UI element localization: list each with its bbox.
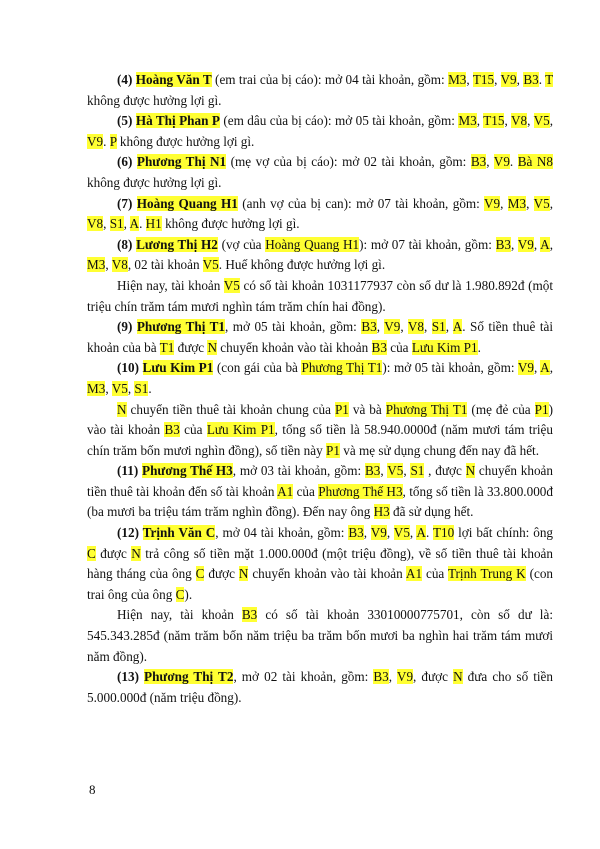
highlighted-text: H1	[145, 216, 162, 232]
highlighted-text: C	[175, 586, 185, 602]
text-run: , mở 05 tài khoản, gồm:	[225, 319, 362, 335]
highlighted-text: M3	[448, 72, 467, 87]
text-run: ,	[400, 319, 408, 335]
para-13-phuong-thi-t2	[87, 667, 553, 708]
text-run: ,	[388, 669, 397, 685]
highlighted-text: V9	[517, 236, 534, 252]
text-run: ,	[376, 319, 385, 335]
highlighted-text: V9	[396, 669, 414, 685]
highlighted-text: N	[131, 545, 141, 561]
text-run: chuyển khoản vào tài khoản	[217, 339, 372, 355]
page-number: 8	[89, 782, 96, 797]
highlighted-text: N	[238, 566, 249, 582]
text-run: (em trai của bị cáo): mở 04 tài khoản, gồm:	[211, 72, 449, 87]
highlighted-text: Trịnh Trung K	[447, 566, 526, 582]
text-run: ,	[486, 154, 494, 170]
text-run: đã sử dụng hết.	[389, 504, 474, 520]
highlighted-text: B3	[361, 319, 377, 335]
highlighted-text: V5	[533, 113, 550, 129]
text-run: , mở 03 tài khoản, gồm:	[232, 463, 365, 479]
text-run: đưa cho số tiền 5.000.000đ (năm triệu đồng).	[87, 669, 554, 705]
text-run: có số tài khoản 33010000775701, còn số dư là: 545.343.285đ (năm trăm bốn năm triệu ba trăm bốn mươi ba nghìn hai trăm tám mươi năm đồng).	[87, 607, 553, 664]
text-run: ,	[386, 525, 394, 541]
highlighted-text: P1	[334, 401, 349, 417]
text-run: (em dâu của bị cáo): mở 05 tài khoản, gồm:	[219, 113, 459, 129]
highlighted-text: Lưu Kim P1	[142, 360, 214, 376]
highlighted-text: B3	[470, 154, 487, 170]
highlighted-text: V5	[223, 277, 240, 293]
highlighted-text: Phương Thị T1	[136, 319, 226, 335]
highlighted-text: A	[452, 319, 463, 335]
highlighted-text: S1	[134, 380, 149, 396]
text-run: (mẹ đẻ của	[467, 401, 535, 417]
highlighted-text: V8	[407, 319, 425, 335]
text-run: của	[179, 422, 207, 438]
highlighted-text: V9	[370, 525, 387, 541]
text-run: không được hưởng lợi gì.	[116, 133, 255, 149]
highlighted-text: Lưu Kim P1	[411, 339, 478, 355]
bold-text: (5)	[117, 113, 136, 129]
highlighted-text: M3	[458, 113, 477, 129]
text-run: lợi bất chính: ông	[454, 525, 554, 541]
text-run: chuyển tiền thuê tài khoản chung của	[126, 401, 335, 417]
bold-text: (11)	[117, 463, 143, 479]
highlighted-text: B3	[164, 422, 180, 438]
highlighted-text: M3	[87, 380, 106, 396]
text-run: Hiện nay, tài khoản	[117, 607, 242, 623]
para-10-luu-kim-p1	[87, 358, 553, 399]
text-run: ,	[476, 113, 484, 129]
highlighted-text: B3	[495, 236, 511, 252]
para-12-trinh-van-c	[87, 523, 553, 605]
highlighted-text: A	[129, 216, 140, 232]
text-run: .	[425, 525, 433, 541]
highlighted-text: V8	[87, 216, 104, 232]
highlighted-text: V5	[202, 257, 219, 273]
highlighted-text: M3	[507, 195, 527, 211]
bold-text: (8)	[117, 236, 137, 252]
text-run: ,	[533, 236, 541, 252]
highlighted-text: Phương Thị N1	[136, 154, 227, 170]
bold-text: (9)	[117, 319, 137, 335]
highlighted-text: V5	[393, 525, 410, 541]
text-run: ,	[363, 525, 371, 541]
highlighted-text: T10	[432, 525, 455, 541]
highlighted-text: B3	[241, 607, 258, 623]
para-b3-balance	[87, 605, 553, 667]
highlighted-text: V5	[387, 463, 404, 479]
highlighted-text: Lương Thị H2	[136, 236, 218, 252]
text-run: , mở 02 tài khoản, gồm:	[233, 669, 374, 685]
highlighted-text: Hoàng Quang H1	[136, 195, 238, 211]
highlighted-text: T15	[483, 113, 505, 129]
highlighted-text: V9	[517, 360, 534, 376]
text-run: của	[386, 339, 412, 355]
bold-text: (12)	[117, 525, 143, 541]
text-run: ,	[105, 257, 112, 273]
text-run: ): mở 07 tài khoản, gồm:	[359, 236, 496, 252]
text-run: ,	[403, 463, 411, 479]
text-run: ): mở 05 tài khoản, gồm:	[382, 360, 518, 376]
bold-text: (7)	[117, 195, 137, 211]
text-run: .	[538, 72, 546, 87]
highlighted-text: Phương Thế H3	[318, 483, 403, 499]
text-run: ,	[445, 319, 453, 335]
text-run: ,	[105, 380, 112, 396]
highlighted-text: C	[87, 545, 96, 561]
text-run: ,	[494, 72, 501, 87]
highlighted-text: V9	[500, 72, 517, 87]
highlighted-text: C	[195, 566, 205, 582]
highlighted-text: A	[540, 236, 550, 252]
para-9-phuong-thi-t1	[87, 317, 553, 358]
highlighted-text: Bà N8	[517, 154, 554, 170]
bold-text: (4)	[117, 72, 136, 87]
text-run: , được	[413, 669, 454, 685]
text-run: , tổng số tiền là 33.800.000đ (ba mươi ba triệu tám trăm nghìn đồng). Đến nay ông	[87, 483, 553, 520]
text-run: ,	[527, 113, 534, 129]
text-run: và bà	[348, 401, 386, 417]
highlighted-text: S1	[431, 319, 446, 335]
text-run: (mẹ vợ của bị cáo): mở 02 tài khoản, gồm:	[226, 154, 471, 170]
text-run: ,	[549, 360, 553, 376]
text-run: ,	[526, 195, 534, 211]
highlighted-text: T1	[159, 339, 175, 355]
highlighted-text: N	[117, 401, 127, 417]
highlighted-text: N	[465, 463, 476, 479]
para-11-phuong-the-h3	[87, 461, 553, 523]
text-run: chuyển khoản tiền thuê tài khoản đến số tài khoản	[87, 463, 554, 499]
highlighted-text: V8	[111, 257, 128, 273]
text-run: , mở 04 tài khoản, gồm:	[215, 525, 349, 541]
highlighted-text: V9	[87, 133, 104, 149]
para-n-transfer-p1	[87, 400, 553, 462]
text-run: không được hưởng lợi gì.	[161, 216, 300, 232]
highlighted-text: S1	[410, 463, 425, 479]
highlighted-text: P1	[326, 442, 340, 458]
text-run: .	[477, 339, 481, 355]
highlighted-text: M3	[87, 257, 106, 273]
text-run: được	[174, 339, 208, 355]
para-5-ha-thi-phan-p	[87, 111, 553, 152]
text-run: ,	[549, 195, 553, 211]
text-run: .	[103, 133, 110, 149]
highlighted-text: V9	[483, 195, 501, 211]
highlighted-text: T15	[472, 72, 495, 87]
para-7-hoang-quang-h1	[87, 194, 553, 235]
highlighted-text: N	[207, 339, 217, 355]
text-run: ,	[534, 360, 541, 376]
highlighted-text: H3	[373, 504, 390, 520]
highlighted-text: Phương Thị T2	[144, 669, 234, 685]
highlighted-text: Phương Thị T1	[301, 360, 383, 376]
para-8-luong-thi-h2	[87, 235, 553, 276]
document-body	[87, 70, 553, 708]
text-run: ,	[466, 72, 473, 87]
highlighted-text: V5	[111, 380, 128, 396]
text-run: ,	[409, 525, 417, 541]
text-run: ,	[510, 236, 518, 252]
bold-text: (13)	[117, 669, 145, 685]
highlighted-text: P1	[534, 401, 549, 417]
text-run: của	[293, 483, 319, 499]
text-run: ).	[184, 586, 193, 602]
text-run: (anh vợ của bị can): mở 07 tài khoản, gồm:	[237, 195, 484, 211]
highlighted-text: V8	[510, 113, 528, 129]
highlighted-text: Hoàng Quang H1	[265, 236, 360, 252]
highlighted-text: N	[453, 669, 463, 685]
text-run: ,	[103, 216, 110, 232]
text-run: ,	[549, 113, 553, 129]
highlighted-text: V5	[533, 195, 550, 211]
text-run: (vợ của	[217, 236, 266, 252]
highlighted-text: B3	[364, 463, 381, 479]
highlighted-text: B3	[371, 339, 387, 355]
text-run: không được hưởng lợi gì.	[87, 174, 222, 190]
text-run: ) vào tài khoản	[87, 401, 553, 438]
text-run: ,	[127, 380, 135, 396]
highlighted-text: Trịnh Văn C	[142, 525, 216, 541]
highlighted-text: A	[540, 360, 550, 376]
para-6-phuong-thi-n1	[87, 152, 553, 193]
highlighted-text: A	[416, 525, 426, 541]
text-run: .	[509, 154, 518, 170]
text-run: (con gái của bà	[213, 360, 302, 376]
text-run: , 02 tài khoản	[127, 257, 203, 273]
text-run: ,	[549, 236, 553, 252]
text-run: ,	[380, 463, 388, 479]
highlighted-text: B3	[348, 525, 364, 541]
text-run: .	[148, 380, 152, 396]
text-run: được	[95, 545, 132, 561]
text-run: chuyển khoản vào tài khoản	[248, 566, 406, 582]
text-run: , được	[424, 463, 466, 479]
highlighted-text: B3	[373, 669, 389, 685]
text-run: . Huế không được hưởng lợi gì.	[218, 257, 386, 273]
highlighted-text: Phương Thị T1	[385, 401, 468, 417]
text-run: được	[204, 566, 239, 582]
highlighted-text: P	[109, 133, 117, 149]
highlighted-text: A1	[405, 566, 423, 582]
highlighted-text: V9	[384, 319, 401, 335]
text-run: và mẹ sử dụng chung đến nay đã hết.	[339, 442, 540, 458]
para-4-hoang-van-t	[87, 70, 553, 111]
highlighted-text: T	[545, 72, 553, 87]
text-run: ,	[424, 319, 432, 335]
text-run: ,	[516, 72, 524, 87]
text-run: .	[139, 216, 146, 232]
highlighted-text: Lưu Kim P1	[206, 422, 275, 438]
highlighted-text: A1	[277, 483, 294, 499]
text-run: ,	[500, 195, 508, 211]
text-run: không được hưởng lợi gì.	[87, 92, 222, 108]
highlighted-text: Hà Thị Phan P	[135, 113, 220, 129]
para-v5-balance	[87, 276, 553, 317]
text-run: của	[422, 566, 448, 582]
bold-text: (6)	[117, 154, 137, 170]
text-run: có số tài khoản 1031177937 còn số dư là 1.980.892đ (một triệu chín trăm tám mươi nghìn tám trăm chín hai đồng).	[87, 277, 553, 314]
text-run: Hiện nay, tài khoản	[117, 277, 224, 293]
highlighted-text: V9	[493, 154, 510, 170]
text-run: . Số tiền thuê tài khoản của bà	[87, 319, 554, 355]
text-run: , tổng số tiền là 58.940.0000đ (năm mươi tám triệu chín trăm bốn mươi nghìn đồng), số tiền này	[87, 422, 554, 458]
text-run: trả công số tiền mặt 1.000.000đ (một triệu đồng), về số tiền thuê tài khoản hàng tháng của ông	[87, 545, 553, 582]
text-run: ,	[123, 216, 130, 232]
highlighted-text: Hoàng Văn T	[135, 72, 212, 87]
bold-text: (10)	[117, 360, 143, 376]
text-run: (con trai ông của ông	[87, 566, 554, 602]
highlighted-text: B3	[523, 72, 539, 87]
text-run: ,	[504, 113, 511, 129]
highlighted-text: Phương Thế H3	[142, 463, 233, 479]
highlighted-text: S1	[109, 216, 124, 232]
